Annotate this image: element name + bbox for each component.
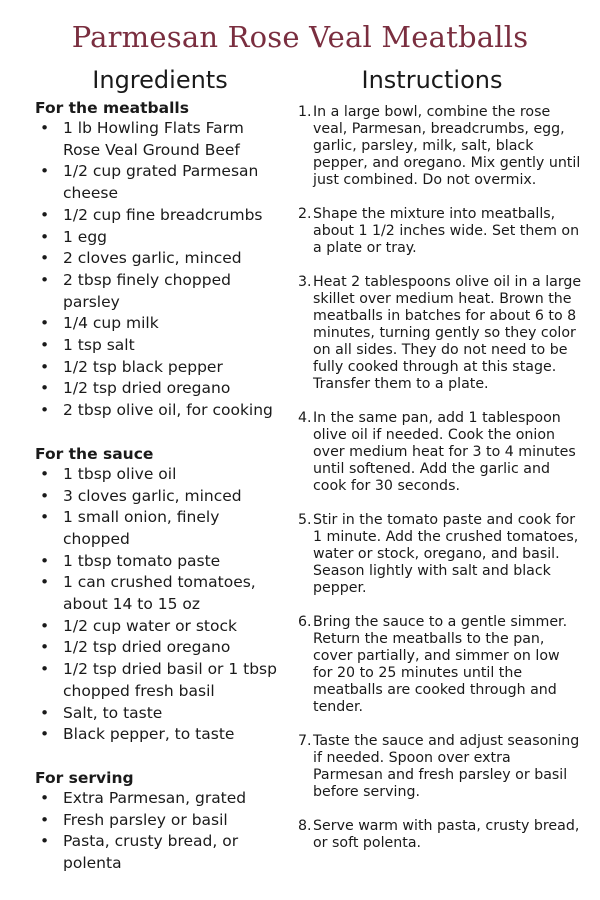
ingredient-text: Pasta, crusty bread, or polenta: [63, 832, 239, 873]
ingredient-item: [35, 118, 285, 161]
ingredients-heading: Ingredients: [92, 66, 228, 94]
ingredient-item: [35, 486, 285, 508]
ingredient-text: 1 lb Howling Flats Farm Rose Veal Ground Beef: [63, 119, 244, 159]
ingredient-text: 2 tbsp olive oil, for cooking: [63, 401, 273, 420]
ingredient-text: 1/2 tsp dried oregano: [63, 379, 231, 398]
bullet-icon: •: [40, 660, 50, 679]
section-spacer: [35, 746, 285, 768]
step-text: Heat 2 tablespoons olive oil in a large skillet over medium heat. Brown the meatballs in batches for about 6 to 8 minutes, turning gently so they color on all sides. They do not need to be fully cooked through at this stage. Transfer them to a plate.: [313, 274, 582, 392]
ingredient-item: [35, 551, 285, 573]
ingredient-item: [35, 724, 285, 746]
bullet-icon: •: [40, 551, 50, 570]
ingredient-text: Salt, to taste: [63, 703, 163, 722]
ingredient-item: [35, 205, 285, 227]
ingredient-item: [35, 659, 285, 702]
instructions-column: [298, 104, 583, 869]
bullet-icon: •: [40, 314, 50, 333]
ingredient-text: 1 tbsp tomato paste: [63, 551, 221, 570]
step-number: 7.: [298, 733, 312, 749]
ingredient-text: 1 tbsp olive oil: [63, 464, 177, 483]
step-text: Serve warm with pasta, crusty bread, or soft polenta.: [313, 818, 580, 851]
step-number: 3.: [298, 274, 312, 290]
ingredient-item: [35, 313, 285, 335]
bullet-icon: •: [40, 162, 50, 181]
instruction-step: [298, 104, 583, 189]
bullet-icon: •: [40, 357, 50, 376]
ingredient-item: [35, 637, 285, 659]
ingredient-text: 1/2 cup water or stock: [63, 616, 237, 635]
ingredient-item: [35, 248, 285, 270]
bullet-icon: •: [40, 810, 50, 829]
ingredient-list: [35, 464, 285, 746]
instructions-heading: Instructions: [361, 66, 503, 94]
recipe-title: Parmesan Rose Veal Meatballs: [71, 20, 529, 54]
ingredient-text: 3 cloves garlic, minced: [63, 486, 242, 505]
bullet-icon: •: [40, 249, 50, 268]
ingredient-text: 1/2 tsp dried oregano: [63, 638, 231, 657]
instruction-step: [298, 274, 583, 393]
instruction-step: [298, 512, 583, 597]
bullet-icon: •: [40, 227, 50, 246]
ingredient-text: 2 tbsp finely chopped parsley: [63, 270, 231, 311]
ingredient-item: [35, 227, 285, 249]
ingredient-item: [35, 810, 285, 832]
instruction-step: [298, 206, 583, 257]
instruction-step: [298, 733, 583, 801]
step-text: Bring the sauce to a gentle simmer. Return the meatballs to the pan, cover partially, and simmer on low for 20 to 25 minutes until the meatballs are cooked through and tender.: [313, 614, 568, 715]
ingredient-text: 1 small onion, finely chopped: [63, 508, 220, 548]
step-number: 2.: [298, 206, 312, 222]
bullet-icon: •: [40, 270, 50, 289]
step-number: 5.: [298, 512, 312, 528]
bullet-icon: •: [40, 486, 50, 505]
step-number: 4.: [298, 410, 312, 426]
ingredient-text: 1 can crushed tomatoes, about 14 to 15 oz: [63, 573, 256, 614]
ingredient-text: 1/2 cup grated Parmesan cheese: [63, 162, 259, 203]
ingredient-item: [35, 788, 285, 810]
instruction-step: [298, 410, 583, 495]
ingredient-text: 1 tsp salt: [63, 336, 135, 355]
bullet-icon: •: [40, 832, 50, 851]
ingredient-item: [35, 572, 285, 615]
ingredient-item: [35, 378, 285, 400]
ingredient-item: [35, 616, 285, 638]
ingredient-text: 1/4 cup milk: [63, 314, 159, 333]
ingredient-text: 1/2 cup fine breadcrumbs: [63, 205, 263, 224]
ingredient-section-heading: For the meatballs: [35, 99, 189, 117]
step-text: Taste the sauce and adjust seasoning if needed. Spoon over extra Parmesan and fresh parsley or basil before serving.: [313, 733, 580, 800]
ingredient-text: Black pepper, to taste: [63, 725, 235, 744]
ingredient-text: 2 cloves garlic, minced: [63, 249, 242, 268]
ingredient-list: [35, 118, 285, 422]
ingredient-item: [35, 357, 285, 379]
bullet-icon: •: [40, 725, 50, 744]
step-number: 1.: [298, 104, 312, 120]
ingredient-item: [35, 464, 285, 486]
bullet-icon: •: [40, 703, 50, 722]
ingredient-item: [35, 270, 285, 313]
bullet-icon: •: [40, 119, 50, 137]
ingredient-section-heading: For the sauce: [35, 444, 154, 463]
bullet-icon: •: [40, 205, 50, 224]
ingredient-item: [35, 400, 285, 422]
ingredient-list: [35, 788, 285, 875]
ingredient-text: Fresh parsley or basil: [63, 810, 228, 829]
ingredient-item: [35, 703, 285, 725]
step-number: 8.: [298, 818, 312, 834]
ingredient-text: 1/2 tsp black pepper: [63, 357, 223, 376]
ingredient-item: [35, 335, 285, 357]
ingredient-text: 1 egg: [63, 227, 108, 246]
bullet-icon: •: [40, 336, 50, 355]
step-number: 6.: [298, 614, 312, 630]
step-text: Shape the mixture into meatballs, about 1 1/2 inches wide. Set them on a plate or tray.: [313, 206, 580, 256]
bullet-icon: •: [40, 508, 50, 527]
step-text: In a large bowl, combine the rose veal, Parmesan, breadcrumbs, egg, garlic, parsley, milk, salt, black pepper, and oregano. Mix gently until just combined. Do not overmix.: [313, 104, 581, 188]
section-spacer: [35, 422, 285, 444]
ingredient-section-heading: For serving: [35, 768, 134, 787]
ingredient-item: [35, 831, 285, 874]
step-text: Stir in the tomato paste and cook for 1 minute. Add the crushed tomatoes, water or stock, oregano, and basil. Season lightly with salt and black pepper.: [313, 512, 579, 596]
instruction-step: [298, 614, 583, 716]
ingredient-text: Extra Parmesan, grated: [63, 788, 247, 807]
ingredient-item: [35, 161, 285, 204]
bullet-icon: •: [40, 379, 50, 398]
bullet-icon: •: [40, 573, 50, 592]
bullet-icon: •: [40, 788, 50, 807]
bullet-icon: •: [40, 464, 50, 483]
bullet-icon: •: [40, 616, 50, 635]
ingredients-column: [35, 98, 285, 875]
instruction-step: [298, 818, 583, 852]
ingredient-item: [35, 507, 285, 550]
bullet-icon: •: [40, 638, 50, 657]
ingredient-text: 1/2 tsp dried basil or 1 tbsp chopped fresh basil: [63, 660, 277, 700]
bullet-icon: •: [40, 401, 50, 420]
step-text: In the same pan, add 1 tablespoon olive oil if needed. Cook the onion over medium heat for 3 to 4 minutes until softened. Add the garlic and cook for 30 seconds.: [313, 410, 576, 494]
